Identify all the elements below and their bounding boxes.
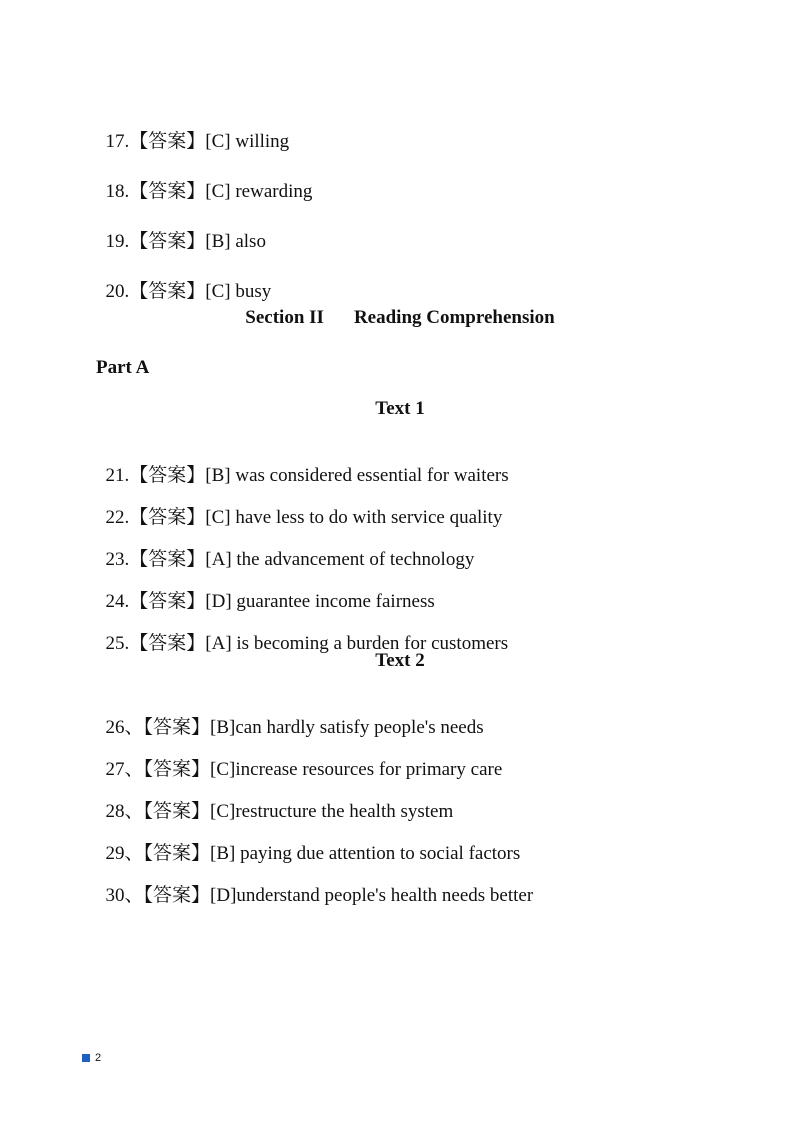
answer-number: 25. [105,633,130,654]
answer-mark: 【答案】 [129,549,206,570]
answer-mark: 【答案】 [143,885,211,906]
answer-mark: 【答案】 [129,181,206,202]
text2-title: Text 2 [375,650,425,671]
answer-text: [B] also [205,231,266,252]
page-marker-icon [82,1054,90,1062]
answer-mark: 【答案】 [143,843,211,864]
answer-30 [96,860,533,908]
answer-number: 23. [105,549,130,570]
section-number: Section II [245,307,324,328]
answer-number: 29、 [105,843,144,864]
answer-text: [C]restructure the health system [210,801,454,822]
answer-mark: 【答案】 [143,801,211,822]
answer-22 [96,482,502,530]
answer-number: 26、 [105,717,144,738]
answer-28 [96,776,453,824]
answer-21 [96,440,509,488]
answer-20 [96,256,271,304]
answer-number: 24. [105,591,130,612]
answer-23 [96,524,474,572]
answer-text: [D] guarantee income fairness [205,591,435,612]
answer-26 [96,692,484,740]
answer-19 [96,206,266,254]
page-footer [82,1052,101,1064]
answer-text: [D]understand people's health needs better [210,885,534,906]
answer-number: 19. [105,231,130,252]
text1-title: Text 1 [375,398,425,419]
section-heading [0,306,800,330]
answer-mark: 【答案】 [143,717,211,738]
answer-mark: 【答案】 [129,591,206,612]
answer-mark: 【答案】 [129,231,206,252]
answer-29 [96,818,520,866]
answer-18 [96,156,312,204]
answer-17 [96,106,289,154]
answer-mark: 【答案】 [129,507,206,528]
answer-number: 21. [105,465,130,486]
answer-number: 20. [105,281,130,302]
answer-text: [C] willing [205,131,290,152]
answer-number: 27、 [105,759,144,780]
part-heading: Part A [96,357,150,378]
answer-mark: 【答案】 [143,759,211,780]
answer-text: [C] busy [205,281,272,302]
answer-text: [C]increase resources for primary care [210,759,503,780]
answer-number: 28、 [105,801,144,822]
answer-number: 17. [105,131,130,152]
answer-text: [C] have less to do with service quality [205,507,503,528]
answer-27 [96,734,502,782]
answer-number: 22. [105,507,130,528]
answer-text: [A] the advancement of technology [205,549,475,570]
answer-text: [B] paying due attention to social factors [210,843,521,864]
answer-text: [C] rewarding [205,181,313,202]
answer-mark: 【答案】 [129,131,206,152]
answer-24 [96,566,435,614]
answer-mark: 【答案】 [129,465,206,486]
answer-text: [A] is becoming a burden for customers [205,633,509,654]
section-title: Reading Comprehension [353,307,555,328]
answer-number: 30、 [105,885,144,906]
answer-number: 18. [105,181,130,202]
answer-text: [B]can hardly satisfy people's needs [210,717,484,738]
answer-mark: 【答案】 [129,281,206,302]
page-number: 2 [95,1052,102,1064]
answer-text: [B] was considered essential for waiters [205,465,509,486]
answer-mark: 【答案】 [129,633,206,654]
